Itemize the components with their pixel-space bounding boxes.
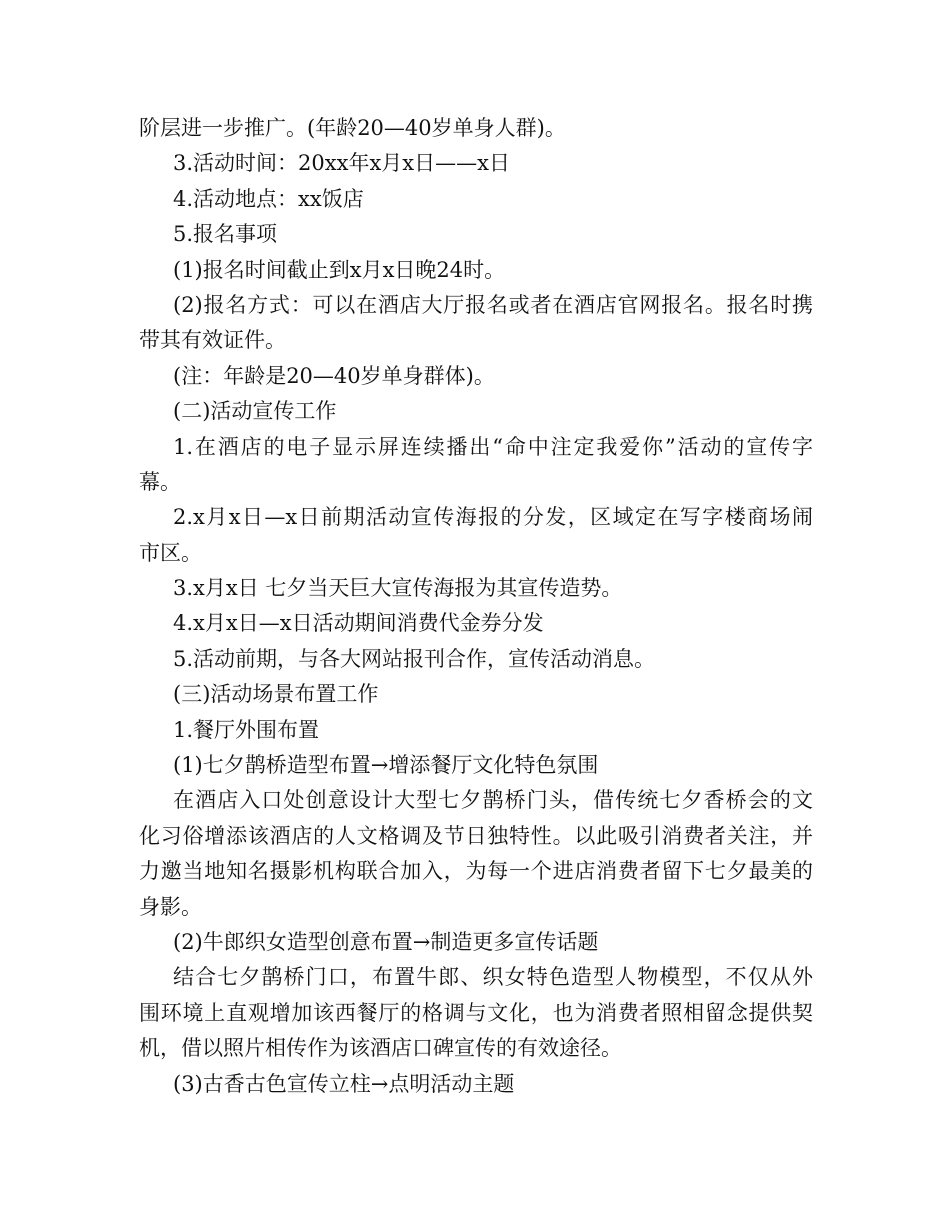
paragraph-line: 5.活动前期，与各大网站报刊合作，宣传活动消息。 xyxy=(173,646,656,671)
paragraph-line: 机，借以照片相传作为该酒店口碑宣传的有效途径。 xyxy=(139,1036,622,1061)
section-heading: (二)活动宣传工作 xyxy=(173,399,337,424)
paragraph-line: 阶层进一步推广。(年龄20—40岁单身人群)。 xyxy=(139,116,566,140)
paragraph-line: 市区。 xyxy=(139,540,202,565)
paragraph-line: 3.x月x日 七夕当天巨大宣传海报为其宣传造势。 xyxy=(173,576,623,601)
paragraph-line: (2)牛郎织女造型创意布置→制造更多宣传话题 xyxy=(173,929,599,954)
paragraph-line: 结合七夕鹊桥门口，布置牛郎、织女特色造型人物模型，不仅从外 xyxy=(173,965,813,990)
paragraph-line: (1)七夕鹊桥造型布置→增添餐厅文化特色氛围 xyxy=(173,753,599,778)
paragraph-line: 力邀当地知名摄影机构联合加入，为每一个进店消费者留下七夕最美的 xyxy=(139,859,813,884)
paragraph-line: 2.x月x日—x日前期活动宣传海报的分发，区域定在写字楼商场闹 xyxy=(173,505,813,530)
paragraph-line: (2)报名方式：可以在酒店大厅报名或者在酒店官网报名。报名时携 xyxy=(173,292,813,317)
paragraph-line: 幕。 xyxy=(139,469,181,494)
paragraph-line: (3)古香古色宣传立柱→点明活动主题 xyxy=(173,1071,515,1096)
section-heading: 1.餐厅外围布置 xyxy=(173,717,320,742)
paragraph-line: (1)报名时间截止到x月x日晚24时。 xyxy=(173,257,506,282)
section-heading: (三)活动场景布置工作 xyxy=(173,682,379,707)
paragraph-line: (注：年龄是20—40岁单身群体)。 xyxy=(173,363,495,388)
paragraph-line: 4.x月x日—x日活动期间消费代金券分发 xyxy=(173,611,544,636)
paragraph-line: 带其有效证件。 xyxy=(139,328,286,353)
paragraph-line: 3.活动时间：20xx年x月x日——x日 xyxy=(173,151,510,176)
paragraph-line: 1.在酒店的电子显示屏连续播出“命中注定我爱你”活动的宣传字 xyxy=(173,434,813,459)
paragraph-line: 4.活动地点：xx饭店 xyxy=(173,186,364,211)
paragraph-line: 在酒店入口处创意设计大型七夕鹊桥门头，借传统七夕香桥会的文 xyxy=(173,788,813,813)
paragraph-line: 化习俗增添该酒店的人文格调及节日独特性。以此吸引消费者关注，并 xyxy=(139,823,813,848)
paragraph-line: 身影。 xyxy=(139,894,202,919)
document-body xyxy=(139,111,813,1102)
paragraph-line: 围环境上直观增加该西餐厅的格调与文化，也为消费者照相留念提供契 xyxy=(139,1000,813,1025)
section-heading: 5.报名事项 xyxy=(173,222,278,247)
